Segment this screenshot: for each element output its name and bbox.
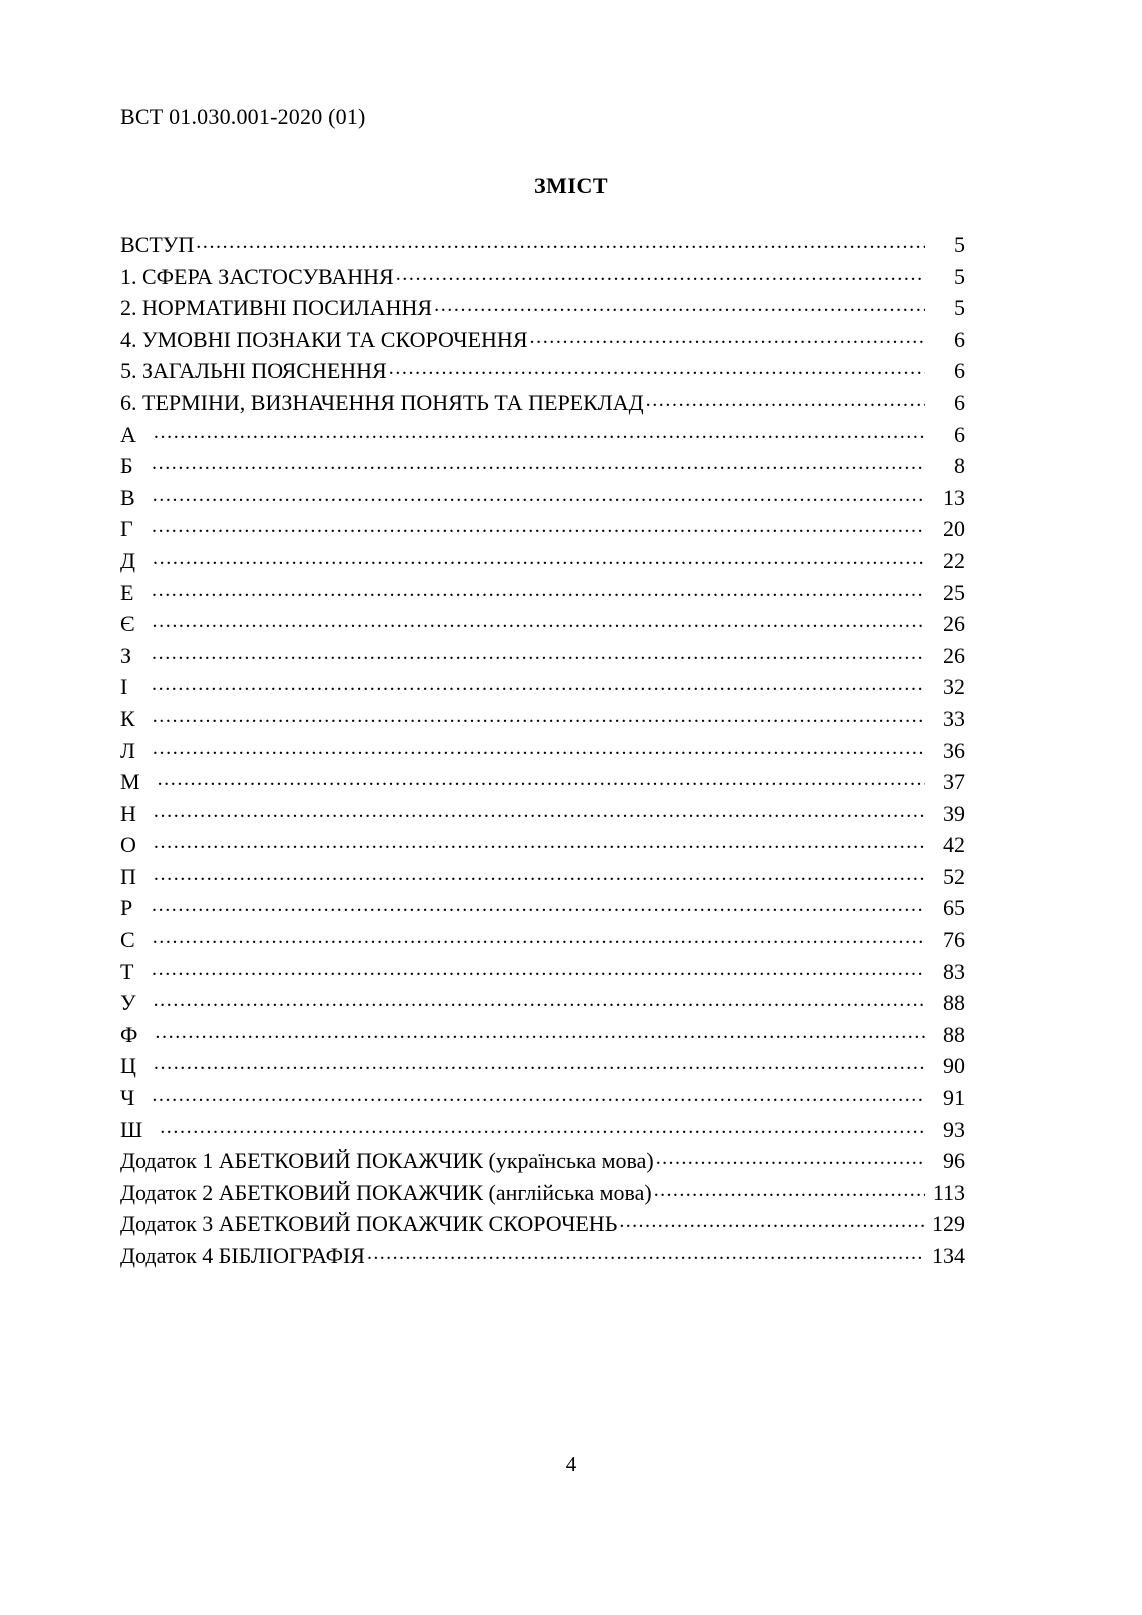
toc-entry-page: 76 (943, 927, 965, 953)
document-code: ВСТ 01.030.001-2020 (01) (120, 104, 366, 129)
toc-entry-label: Т (120, 958, 134, 984)
toc-entry[interactable] (120, 578, 965, 610)
toc-entry-page: 6 (954, 421, 965, 447)
toc-entry-label: Д (120, 547, 136, 573)
toc-entry-label: А (120, 421, 136, 447)
toc-leader-dots (154, 797, 925, 827)
toc-entry[interactable] (120, 1051, 965, 1083)
toc-entry[interactable] (120, 893, 965, 925)
toc-entry-label: Ц (120, 1053, 136, 1079)
toc-entry-page: 37 (943, 769, 965, 795)
toc-entry-page: 26 (943, 642, 965, 668)
toc-leader-dots (153, 923, 925, 953)
toc-entry-page: 36 (943, 737, 965, 763)
toc-leader-dots (530, 323, 926, 353)
toc-entry[interactable] (120, 546, 965, 578)
toc-entry[interactable] (120, 988, 965, 1020)
toc-entry[interactable] (120, 767, 965, 799)
toc-entry-page: 8 (954, 453, 965, 479)
toc-entry-label: Л (120, 737, 135, 763)
toc-entry-page: 93 (943, 1116, 965, 1142)
toc-entry-page: 5 (954, 232, 965, 257)
toc-entry[interactable] (120, 1209, 965, 1241)
toc-leader-dots (154, 1049, 925, 1079)
toc-leader-dots (154, 828, 925, 858)
toc-entry-label: Ф (120, 1021, 138, 1047)
toc-entry[interactable] (120, 293, 965, 325)
toc-entry[interactable] (120, 925, 965, 957)
toc-entry-page: 96 (943, 1148, 965, 1174)
toc-entry[interactable] (120, 230, 965, 262)
toc-entry-label: 4. УМОВНІ ПОЗНАКИ ТА СКОРОЧЕННЯ (120, 326, 528, 352)
toc-entry-label: У (120, 990, 136, 1016)
toc-entry-label: Є (120, 611, 135, 637)
toc-entry-page: 13 (943, 484, 965, 510)
toc-leader-dots (160, 1113, 925, 1143)
toc-entry[interactable] (120, 799, 965, 831)
toc-entry-label: Додаток 3 АБЕТКОВИЙ ПОКАЖЧИК СКОРОЧЕНЬ (120, 1211, 618, 1237)
toc-leader-dots (152, 512, 925, 542)
toc-entry-page: 129 (932, 1211, 965, 1237)
toc-entry-page: 42 (943, 832, 965, 858)
page-title: ЗМІСТ (534, 173, 608, 198)
toc-entry[interactable] (120, 830, 965, 862)
toc-leader-dots (152, 576, 925, 606)
toc-entry-page: 113 (932, 1179, 965, 1205)
toc-entry[interactable] (120, 262, 965, 294)
toc-leader-dots (154, 860, 925, 890)
toc-entry-label: Н (120, 800, 136, 826)
toc-leader-dots (153, 702, 925, 732)
toc-entry-page: 6 (954, 326, 965, 352)
toc-entry-page: 5 (954, 263, 965, 289)
toc-entry-page: 32 (943, 674, 965, 700)
toc-leader-dots (153, 607, 925, 637)
toc-entry-label: Ш (120, 1116, 143, 1142)
toc-leader-dots (152, 891, 925, 921)
toc-entry-label: О (120, 832, 136, 858)
toc-leader-dots (656, 1144, 925, 1174)
page-number: 4 (565, 1452, 577, 1476)
toc-leader-dots (155, 1018, 925, 1048)
toc-entry[interactable] (120, 957, 965, 989)
toc-entry-page: 33 (943, 705, 965, 731)
toc-leader-dots (396, 260, 925, 290)
toc-entry-page: 83 (943, 958, 965, 984)
toc-entry[interactable] (120, 609, 965, 641)
toc-leader-dots (367, 1239, 925, 1269)
toc-leader-dots (154, 418, 925, 448)
toc-entry-label: М (120, 769, 140, 795)
toc-entry-page: 52 (943, 863, 965, 889)
toc-entry-label: В (120, 484, 135, 510)
toc-leader-dots (152, 1081, 925, 1111)
toc-entry-label: 6. ТЕРМІНИ, ВИЗНАЧЕННЯ ПОНЯТЬ ТА ПЕРЕКЛАД (120, 389, 644, 415)
toc-entry-page: 26 (943, 611, 965, 637)
toc-entry[interactable] (120, 862, 965, 894)
toc-leader-dots (196, 228, 925, 258)
toc-entry[interactable] (120, 704, 965, 736)
toc-entry-label: П (120, 863, 136, 889)
toc-entry-label: Г (120, 516, 133, 542)
toc-entry-page: 25 (943, 579, 965, 605)
toc-entry-page: 88 (943, 990, 965, 1016)
toc-entry-page: 20 (943, 516, 965, 542)
toc-entry-page: 39 (943, 800, 965, 826)
toc-leader-dots (152, 670, 925, 700)
toc-entry-label: 2. НОРМАТИВНІ ПОСИЛАННЯ (120, 295, 433, 321)
toc-entry-label: Додаток 4 БІБЛІОГРАФІЯ (120, 1243, 365, 1268)
toc-entry-label: Б (120, 453, 133, 479)
toc-leader-dots (152, 639, 925, 669)
toc-entry[interactable] (120, 672, 965, 704)
toc-entry[interactable] (120, 325, 965, 357)
table-of-contents (120, 230, 965, 1273)
toc-leader-dots (153, 734, 925, 764)
toc-entry[interactable] (120, 736, 965, 768)
toc-entry-page: 6 (954, 358, 965, 384)
toc-leader-dots (434, 291, 925, 321)
toc-entry[interactable] (120, 641, 965, 673)
toc-entry[interactable] (120, 356, 965, 388)
toc-entry-label: Додаток 1 АБЕТКОВИЙ ПОКАЖЧИК (українська мова) (120, 1148, 654, 1174)
toc-entry-label: ВСТУП (120, 232, 195, 257)
toc-entry-label: З (120, 642, 132, 668)
toc-entry-page: 22 (943, 547, 965, 573)
toc-entry[interactable] (120, 514, 965, 546)
toc-leader-dots (152, 955, 925, 985)
toc-leader-dots (152, 449, 925, 479)
toc-entry-page: 88 (943, 1021, 965, 1047)
toc-entry-label: Ч (120, 1085, 135, 1111)
toc-entry[interactable] (120, 1083, 965, 1115)
toc-entry-label: Р (120, 895, 133, 921)
toc-leader-dots (646, 386, 925, 416)
toc-entry-label: С (120, 927, 135, 953)
toc-entry[interactable] (120, 1020, 965, 1052)
toc-entry-label: І (120, 674, 128, 700)
toc-entry-page: 65 (943, 895, 965, 921)
toc-entry-page: 90 (943, 1053, 965, 1079)
toc-leader-dots (153, 481, 925, 511)
toc-entry-label: Е (120, 579, 134, 605)
toc-entry[interactable] (120, 388, 965, 420)
toc-entry[interactable] (120, 1115, 965, 1147)
toc-entry-page: 91 (943, 1085, 965, 1111)
toc-entry-label: 1. СФЕРА ЗАСТОСУВАННЯ (120, 263, 394, 289)
toc-entry[interactable] (120, 451, 965, 483)
toc-entry-label: К (120, 705, 135, 731)
toc-entry[interactable] (120, 1241, 965, 1273)
toc-leader-dots (654, 1176, 925, 1206)
toc-entry-page: 6 (954, 389, 965, 415)
toc-entry-page: 134 (932, 1243, 965, 1268)
toc-entry[interactable] (120, 1146, 965, 1178)
toc-entry[interactable] (120, 483, 965, 515)
toc-leader-dots (389, 354, 925, 384)
toc-leader-dots (158, 765, 925, 795)
toc-entry-label: 5. ЗАГАЛЬНІ ПОЯСНЕННЯ (120, 358, 387, 384)
toc-leader-dots (619, 1207, 925, 1237)
toc-entry[interactable] (120, 1178, 965, 1210)
toc-leader-dots (154, 986, 925, 1016)
toc-entry-label: Додаток 2 АБЕТКОВИЙ ПОКАЖЧИК (англійська мова) (120, 1179, 652, 1205)
toc-entry[interactable] (120, 420, 965, 452)
toc-entry-page: 5 (954, 295, 965, 321)
toc-leader-dots (153, 544, 925, 574)
